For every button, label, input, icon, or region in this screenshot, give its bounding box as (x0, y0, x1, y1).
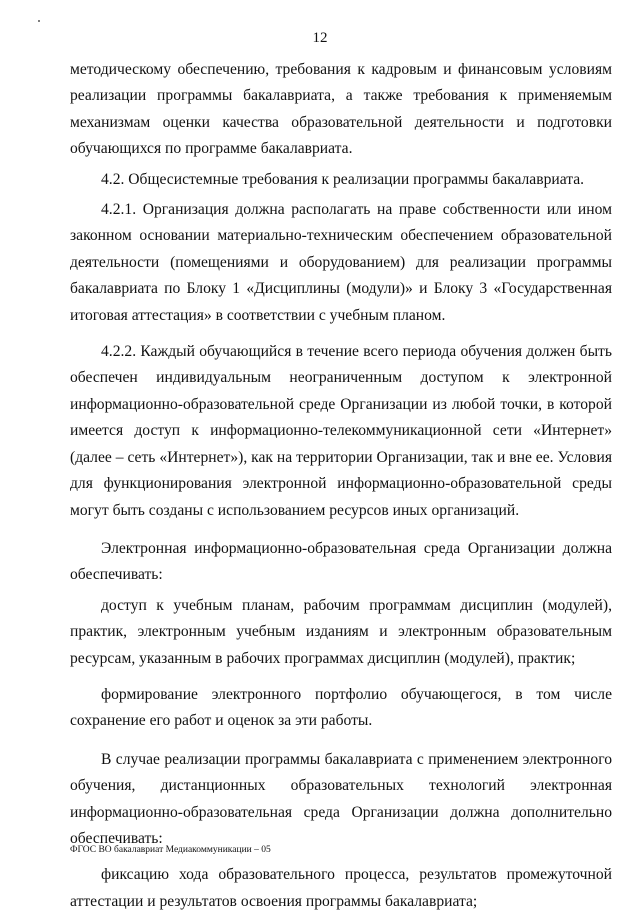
paragraph-tracking-list-item: фиксацию хода образовательного процесса, результатов промежуточной аттестации и результатов освоения программы бакалавриата; (70, 866, 612, 910)
paragraph-eios-intro: Электронная информационно-образовательная среда Организации должна обеспечивать: (70, 539, 612, 584)
paragraph-access-list-item: доступ к учебным планам, рабочим программам дисциплин (модулей), практик, электронным учебным изданиям и электронным образовательным ресурсам, указанным в рабочих программах дисциплин (модулей), практик; (70, 596, 612, 667)
paragraph-distance-learning: В случае реализации программы бакалавриата с применением электронного обучения, дистанционных образовательных технологий электронная информационно-образовательная среда Организации должна дополнительно обеспечивать: (70, 750, 612, 847)
paragraph-4-2-1: 4.2.1. Организация должна располагать на праве собственности или ином законном основании материально-техническим обеспечением образовательной деятельности (помещениями и оборудованием) для реализации программы бакалавриата по Блоку 1 «Дисциплины (модули)» и Блоку 3 «Государственная итоговая аттестация» в соответствии с учебным планом. (70, 201, 612, 324)
scan-speck (38, 20, 40, 22)
section-heading-4-2: 4.2. Общесистемные требования к реализации программы бакалавриата. (101, 170, 585, 188)
paragraph-continuation: методическому обеспечению, требования к кадровым и финансовым условиям реализации программы бакалавриата, а также требования к применяемым механизмам оценки качества образовательной деятельности и подготовки обучающихся по программе бакалавриата. (70, 61, 612, 158)
page-footer: ФГОС ВО бакалавриат Медиакоммуникации – 05 (70, 845, 271, 855)
paragraph-portfolio-list-item: формирование электронного портфолио обучающегося, в том числе сохранение его работ и оценок за эти работы. (70, 685, 612, 730)
page-number: 12 (312, 30, 328, 46)
paragraph-4-2-2: 4.2.2. Каждый обучающийся в течение всего периода обучения должен быть обеспечен индивидуальным неограниченным доступом к электронной информационно-образовательной среде Организации из любой точки, в которой имеется доступ к информационно-телекоммуникационной сети «Интернет» (далее – сеть «Интернет»), как на территории Организации, так и вне ее. Условия для функционирования электронной информационно-образовательной среды могут быть созданы с использованием ресурсов иных организаций. (70, 343, 612, 519)
page-body (70, 57, 612, 915)
